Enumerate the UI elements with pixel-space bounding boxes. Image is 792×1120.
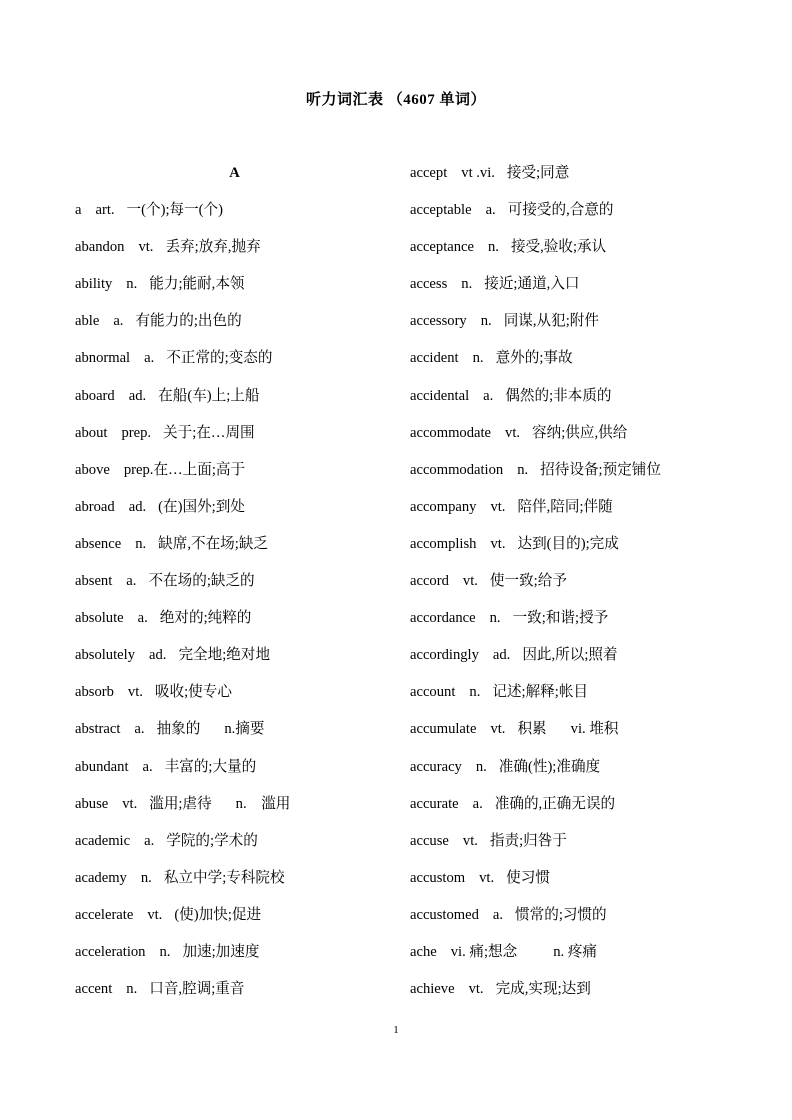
entry-pos: ad.: [128, 498, 147, 515]
vocab-entry: [410, 680, 770, 717]
entry-definition: 可接受的,合意的: [507, 202, 614, 219]
entry-word: accelerate: [75, 906, 134, 923]
entry-definition: 使习惯: [506, 869, 550, 886]
vocab-entry: [410, 384, 770, 421]
vocab-entry: [75, 755, 395, 792]
entry-pos: a.: [134, 721, 145, 738]
entry-definition: 关于;在…周围: [163, 424, 255, 441]
entry-pos: ad.: [128, 387, 147, 404]
entry-definition: 陪伴,陪同;伴随: [517, 498, 613, 515]
entry-definition: 丰富的;大量的: [164, 758, 257, 775]
entry-pos: vt.: [147, 906, 163, 923]
entry-pos: a.: [144, 350, 155, 367]
vocab-entry: [75, 198, 395, 235]
vocab-entry: [410, 606, 770, 643]
entry-word: accent: [75, 981, 113, 998]
entry-definition: 完全地;绝对地: [178, 647, 271, 664]
vocab-entry: [75, 421, 395, 458]
entry-definition: 私立中学;专科院校: [163, 869, 285, 886]
entry-extra: n.摘要: [224, 721, 265, 738]
entry-pos: a.: [144, 832, 155, 849]
vocab-entry: [410, 829, 770, 866]
entry-word: accordingly: [410, 647, 479, 664]
vocab-entry: [75, 235, 395, 272]
entry-definition: (在)国外;到处: [158, 498, 245, 515]
vocab-entry: [410, 532, 770, 569]
entry-word: acceleration: [75, 943, 146, 960]
vocab-entry: [75, 829, 395, 866]
entry-pos: vt.: [490, 498, 506, 515]
vocab-entry: [410, 717, 770, 754]
entry-word: account: [410, 684, 456, 701]
entry-definition: 招待设备;预定铺位: [540, 461, 661, 478]
entry-definition: 接受,验收;承认: [510, 239, 607, 256]
entry-definition: 因此,所以;照着: [522, 647, 618, 664]
entry-definition: 缺席,不在场;缺乏: [158, 535, 269, 552]
entry-definition: 偶然的;非本质的: [505, 387, 612, 404]
left-column: [75, 161, 395, 1014]
entry-definition: 完成,实现;达到: [495, 981, 591, 998]
entry-definition: 绝对的;纯粹的: [159, 610, 252, 627]
vocab-entry: [75, 643, 395, 680]
vocab-entry: [410, 755, 770, 792]
entry-definition: 能力;能耐,本领: [149, 276, 245, 293]
entry-extra: vi. 堆积: [570, 721, 619, 738]
entry-pos: a.: [483, 387, 494, 404]
entry-pos: art.: [95, 202, 115, 219]
entry-extra: n. 滥用: [235, 795, 291, 812]
vocab-entry: [410, 866, 770, 903]
entry-pos: vt.: [462, 573, 478, 590]
entry-pos: vi. 痛;想念: [450, 943, 518, 960]
entry-pos: a.: [137, 610, 148, 627]
entry-definition: 一(个);每一(个): [126, 202, 223, 219]
entry-word: accuracy: [410, 758, 462, 775]
entry-definition: 意外的;事故: [495, 350, 573, 367]
entry-pos: a.: [485, 202, 496, 219]
vocab-entry: [410, 643, 770, 680]
section-heading: A: [229, 165, 240, 181]
vocab-entry: [410, 495, 770, 532]
entry-definition: 容纳;供应,供给: [532, 424, 628, 441]
vocab-entry: [75, 680, 395, 717]
entry-definition: 滥用;虐待: [149, 795, 212, 812]
entry-pos: n.: [140, 869, 152, 886]
entry-pos: vt.: [127, 684, 143, 701]
vocab-entry: [410, 309, 770, 346]
vocab-entry: [410, 272, 770, 309]
entry-word: abundant: [75, 758, 129, 775]
entry-definition: 积累: [517, 721, 547, 738]
entry-definition: 惯常的;习惯的: [515, 906, 607, 923]
entry-word: accustom: [410, 869, 466, 886]
entry-definition: 记述;解释;帐目: [492, 684, 589, 701]
entry-word: accomplish: [410, 535, 477, 552]
entry-word: access: [410, 276, 448, 293]
entry-word: accurate: [410, 795, 459, 812]
vocab-entry: [75, 458, 395, 495]
entry-word: accustomed: [410, 906, 479, 923]
entry-word: accuse: [410, 832, 449, 849]
entry-word: abuse: [75, 795, 109, 812]
vocab-entry: [410, 198, 770, 235]
entry-word: a: [75, 202, 82, 219]
entry-definition: 接近;通道,入口: [484, 276, 580, 293]
entry-pos: prep.在…上面;高于: [123, 461, 246, 478]
entry-definition: 加速;加速度: [182, 943, 260, 960]
entry-pos: n.: [475, 758, 487, 775]
entry-definition: 学院的;学术的: [166, 832, 258, 849]
vocab-entry: [75, 272, 395, 309]
entry-word: absence: [75, 535, 122, 552]
entry-definition: 抽象的: [156, 721, 201, 738]
entry-definition: 同谋,从犯;附件: [503, 313, 599, 330]
vocab-entry: [410, 458, 770, 495]
entry-definition: 准确(性);准确度: [498, 758, 601, 775]
entry-pos: vt.: [490, 535, 506, 552]
entry-definition: 达到(目的);完成: [517, 535, 619, 552]
entry-pos: vt.: [462, 832, 478, 849]
entry-word: abstract: [75, 721, 121, 738]
entry-word: able: [75, 313, 100, 330]
vocab-entry: [410, 792, 770, 829]
entry-word: academy: [75, 869, 127, 886]
entry-pos: n.: [488, 239, 499, 256]
vocab-entry: [410, 161, 770, 198]
entry-definition: 吸收;使专心: [154, 684, 232, 701]
entry-pos: vt .vi.: [461, 165, 495, 181]
entry-definition: 接受;同意: [506, 165, 570, 181]
vocab-entry: [75, 495, 395, 532]
entry-word: absent: [75, 573, 113, 590]
entry-word: abandon: [75, 239, 125, 256]
entry-word: absolute: [75, 610, 124, 627]
entry-word: absolutely: [75, 647, 135, 664]
vocab-entry: [75, 532, 395, 569]
vocab-entry: [75, 346, 395, 383]
vocab-entry: [410, 235, 770, 272]
entry-definition: 指责;归咎于: [489, 832, 567, 849]
entry-word: accessory: [410, 313, 467, 330]
entry-pos: n.: [472, 350, 484, 367]
vocab-entry: [410, 977, 770, 1014]
entry-definition: 不在场的;缺乏的: [148, 573, 255, 590]
entry-definition: 有能力的;出色的: [135, 313, 242, 330]
entry-word: accidental: [410, 387, 470, 404]
vocab-entry: [75, 606, 395, 643]
entry-word: accompany: [410, 498, 477, 515]
entry-word: acceptance: [410, 239, 474, 256]
entry-pos: a.: [472, 795, 483, 812]
entry-word: accumulate: [410, 721, 477, 738]
entry-pos: n.: [461, 276, 473, 293]
entry-pos: n.: [469, 684, 481, 701]
vocab-entry: [75, 866, 395, 903]
entry-word: about: [75, 424, 108, 441]
entry-pos: n.: [517, 461, 529, 478]
entry-pos: n.: [480, 313, 492, 330]
entry-definition: 准确的,正确无误的: [494, 795, 616, 812]
entry-definition: 在船(车)上;上船: [158, 387, 260, 404]
entry-pos: ad.: [492, 647, 511, 664]
entry-pos: vt.: [479, 869, 495, 886]
entry-word: achieve: [410, 981, 455, 998]
entry-word: academic: [75, 832, 131, 849]
entry-word: ache: [410, 943, 437, 960]
document-title: 听力词汇表 （4607 单词）: [305, 92, 486, 108]
entry-definition: 一致;和谐;授予: [512, 610, 609, 627]
entry-pos: vt.: [468, 981, 484, 998]
vocab-entry: [75, 903, 395, 940]
entry-pos: n.: [126, 276, 138, 293]
entry-definition: 丢弃;放弃,抛弃: [165, 239, 261, 256]
entry-word: absorb: [75, 684, 114, 701]
entry-word: accord: [410, 573, 449, 590]
vocab-entry: [75, 384, 395, 421]
entry-pos: n.: [135, 535, 147, 552]
entry-pos: n.: [159, 943, 171, 960]
vocab-entry: [410, 421, 770, 458]
entry-pos: a.: [142, 758, 153, 775]
entry-word: accident: [410, 350, 459, 367]
entry-word: abroad: [75, 498, 115, 515]
entry-extra: n. 疼痛: [553, 943, 598, 960]
right-column: [410, 161, 770, 1014]
entry-word: above: [75, 461, 110, 478]
entry-pos: vt.: [138, 239, 154, 256]
entry-pos: vt.: [505, 424, 521, 441]
vocab-entry: [75, 792, 395, 829]
entry-pos: a.: [113, 313, 124, 330]
entry-pos: n.: [126, 981, 138, 998]
page-number: 1: [393, 1024, 399, 1036]
vocab-entry: [410, 903, 770, 940]
entry-definition: (使)加快;促进: [174, 906, 262, 923]
vocab-entry: [75, 717, 395, 754]
entry-pos: a.: [492, 906, 504, 923]
vocab-entry: [75, 309, 395, 346]
entry-pos: ad.: [149, 647, 167, 664]
entry-word: accordance: [410, 610, 476, 627]
vocab-entry: [75, 977, 395, 1014]
vocab-entry: [410, 346, 770, 383]
entry-word: accept: [410, 165, 448, 181]
entry-pos: prep.: [121, 424, 152, 441]
entry-definition: 不正常的;变态的: [166, 350, 273, 367]
entry-word: accommodation: [410, 461, 504, 478]
entry-word: abnormal: [75, 350, 131, 367]
vocab-entry: [410, 940, 770, 977]
entry-pos: n.: [489, 610, 501, 627]
entry-word: acceptable: [410, 202, 472, 219]
entry-definition: 口音,腔调;重音: [149, 981, 245, 998]
entry-word: aboard: [75, 387, 115, 404]
entry-word: ability: [75, 276, 113, 293]
entry-pos: vt.: [122, 795, 138, 812]
entry-definition: 使一致;给予: [489, 573, 567, 590]
entry-word: accommodate: [410, 424, 492, 441]
entry-pos: vt.: [490, 721, 506, 738]
vocab-entry: [410, 569, 770, 606]
vocab-entry: [75, 940, 395, 977]
vocab-entry: [75, 569, 395, 606]
entry-pos: a.: [126, 573, 137, 590]
